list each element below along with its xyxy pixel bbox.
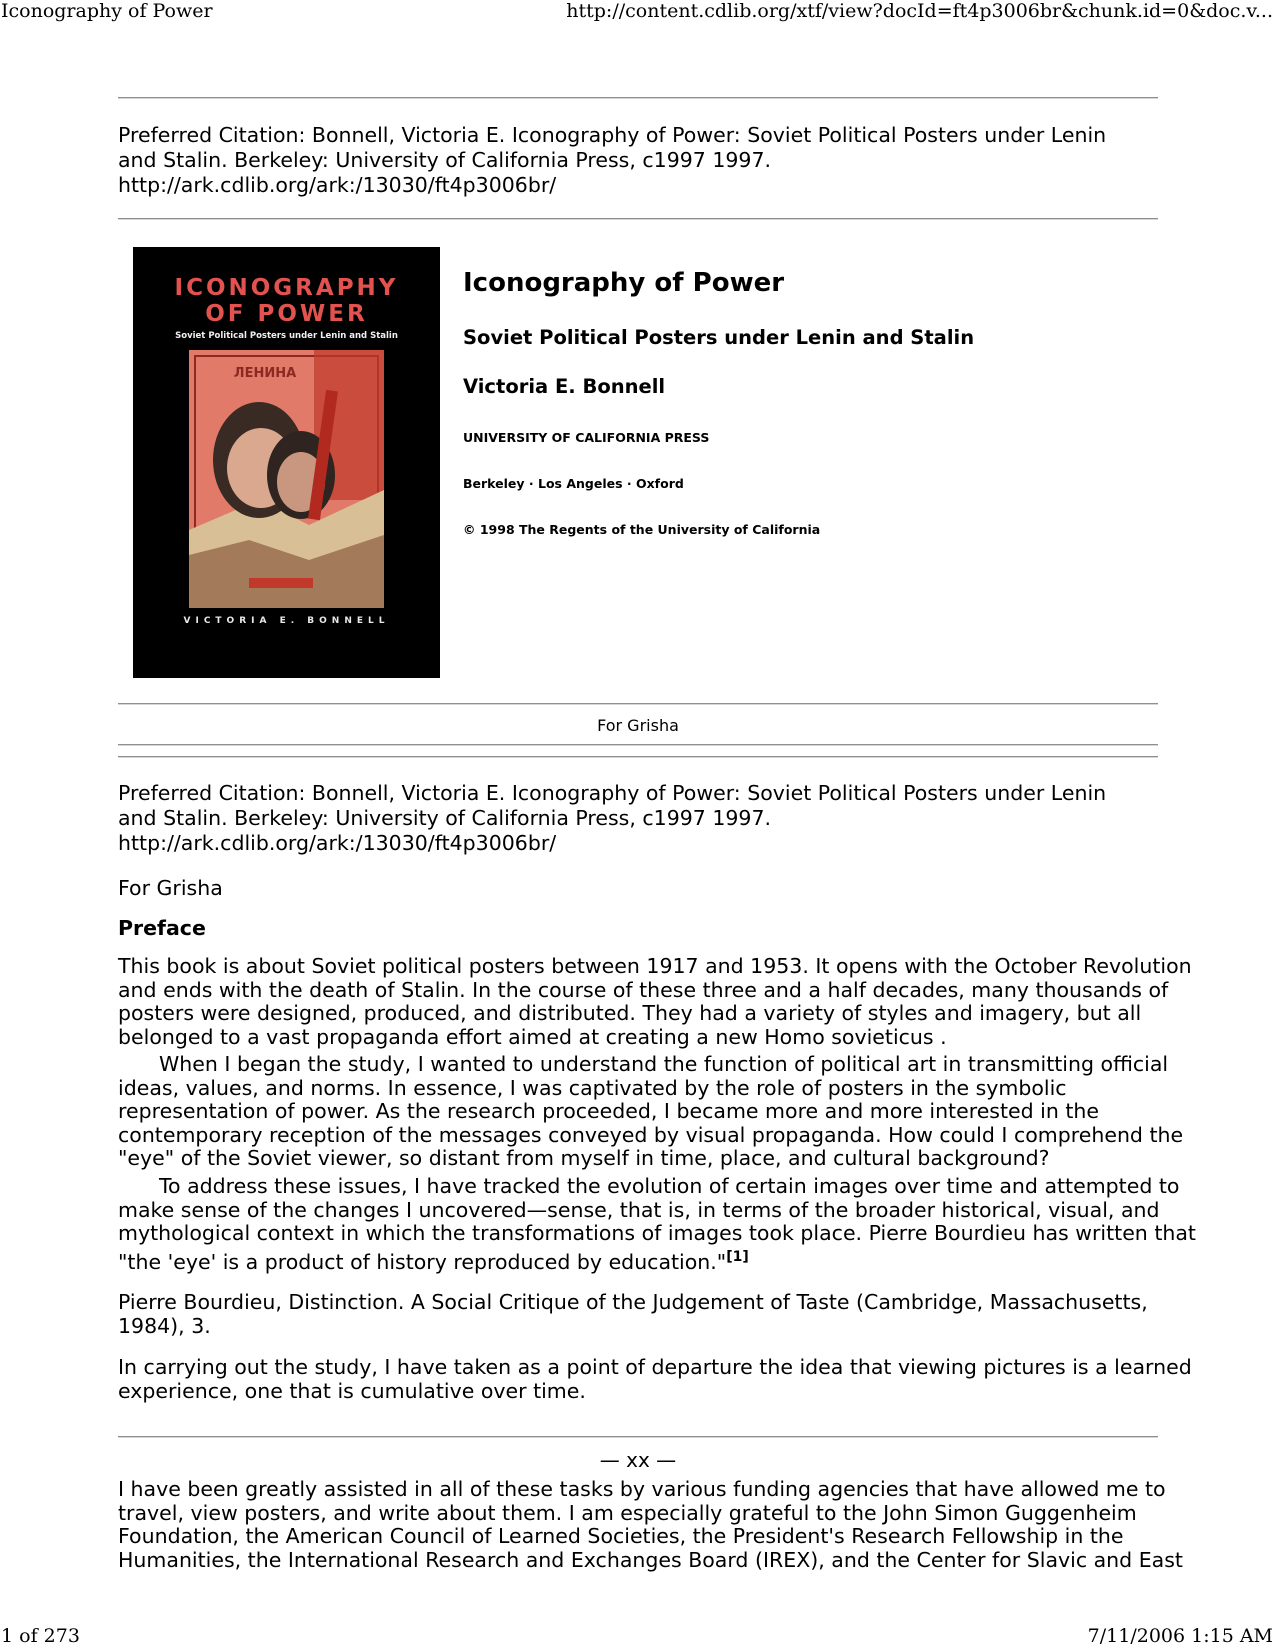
dedication: For Grisha: [118, 876, 223, 900]
citation-line: Preferred Citation: Bonnell, Victoria E. Iconography of Power: Soviet Political Posters under Lenin: [118, 123, 1107, 147]
text-line: experience, one that is cumulative over time.: [118, 1378, 586, 1403]
text-line: make sense of the changes I uncovered—sense, that is, in terms of the broader historical, visual, and: [118, 1197, 1160, 1222]
preface-heading: Preface: [118, 916, 206, 940]
text-line: travel, view posters, and write about them. I am especially grateful to the John Simon Guggenheim: [118, 1500, 1137, 1525]
preface-paragraph: [118, 1174, 1196, 1274]
book-author: Victoria E. Bonnell: [463, 375, 666, 398]
text-line: I have been greatly assisted in all of these tasks by various funding agencies that have allowed me to: [118, 1477, 1166, 1501]
page-marker: — xx —: [599, 1448, 677, 1472]
book-title: Iconography of Power: [463, 268, 785, 298]
footnote-link[interactable]: [1]: [726, 1248, 749, 1265]
citation-link[interactable]: http://ark.cdlib.org/ark:/13030/ft4p3006br/: [118, 831, 557, 855]
divider: [118, 1436, 1158, 1438]
cover-poster-art: [189, 350, 384, 608]
citation-line: and Stalin. Berkeley: University of California Press, c1997 1997.: [118, 148, 772, 172]
text-line: representation of power. As the research proceeded, I became more and more interested in the: [118, 1099, 1100, 1123]
citation-link[interactable]: http://ark.cdlib.org/ark:/13030/ft4p3006br/: [118, 173, 557, 197]
divider: [118, 97, 1158, 99]
preface-paragraph: [118, 954, 1192, 1049]
text-line: Pierre Bourdieu, Distinction. A Social Critique of the Judgement of Taste (Cambridge, Massachusetts,: [118, 1290, 1148, 1314]
preferred-citation: [118, 123, 1168, 198]
cover-title-line: ICONOGRAPHY: [174, 275, 399, 301]
cover-subtitle: Soviet Political Posters under Lenin and Stalin: [175, 331, 398, 341]
text-line: posters were designed, produced, and distributed. They had a variety of styles and imagery, but all: [118, 1001, 1142, 1025]
publisher-places: Berkeley · Los Angeles · Oxford: [463, 476, 684, 491]
text-line: 1984), 3.: [118, 1313, 211, 1338]
footnote: [118, 1291, 1168, 1338]
divider: [118, 744, 1158, 746]
publisher: UNIVERSITY OF CALIFORNIA PRESS: [463, 430, 710, 445]
text-line: Foundation, the American Council of Learned Societies, the President's Research Fellowship in the: [118, 1524, 1124, 1548]
page-count: 1 of 273: [1, 1625, 80, 1647]
text-line: contemporary reception of the messages conveyed by visual propaganda. How could I comprehend the: [118, 1122, 1184, 1147]
print-datetime: 7/11/2006 1:15 AM: [1087, 1625, 1273, 1647]
citation-line: and Stalin. Berkeley: University of California Press, c1997 1997.: [118, 806, 772, 830]
preface-paragraph: [118, 1355, 1192, 1403]
poster-text: ЛЕНИНА: [233, 366, 297, 381]
text-line: When I began the study, I wanted to understand the function of political art in transmitting official: [159, 1052, 1169, 1076]
citation-line: Preferred Citation: Bonnell, Victoria E. Iconography of Power: Soviet Political Posters under Lenin: [118, 781, 1107, 805]
text-line: In carrying out the study, I have taken as a point of departure the idea that viewing pictures is a learned: [118, 1355, 1192, 1379]
print-header-url[interactable]: http://content.cdlib.org/xtf/view?docId=ft4p3006br&chunk.id=0&doc.v...: [566, 0, 1273, 22]
book-subtitle: Soviet Political Posters under Lenin and Stalin: [463, 326, 975, 349]
preferred-citation: [118, 781, 1168, 856]
text-line: This book is about Soviet political posters between 1917 and 1953. It opens with the October Revolution: [118, 954, 1192, 978]
preface-paragraph: [118, 1052, 1184, 1171]
divider: [118, 756, 1158, 758]
text-line: belonged to a vast propaganda effort aimed at creating a new Homo sovieticus .: [118, 1024, 947, 1049]
divider: [118, 703, 1158, 705]
text-line: "eye" of the Soviet viewer, so distant from myself in time, place, and cultural background?: [118, 1146, 1050, 1170]
cover-author: VICTORIA E. BONNELL: [183, 616, 390, 626]
preface-paragraph: [118, 1477, 1183, 1572]
text-line: and ends with the death of Stalin. In the course of these three and a half decades, many thousands of: [118, 977, 1169, 1002]
divider: [118, 218, 1158, 220]
poster-illustration: [189, 350, 384, 608]
copyright-notice: © 1998 The Regents of the University of California: [463, 522, 821, 537]
text-line: ideas, values, and norms. In essence, I was captivated by the role of posters in the symbolic: [118, 1075, 1067, 1100]
cover-title-line: OF POWER: [205, 301, 368, 327]
book-cover-image: [133, 247, 440, 678]
text-line: "the 'eye' is a product of history reproduced by education.": [118, 1249, 727, 1274]
dedication-centered: For Grisha: [597, 716, 679, 735]
text-line: mythological context in which the transformations of images took place. Pierre Bourdieu has written that: [118, 1221, 1196, 1245]
text-line: To address these issues, I have tracked the evolution of certain images over time and attempted to: [159, 1174, 1180, 1198]
print-header-title: Iconography of Power: [1, 0, 213, 22]
text-line: Humanities, the International Research and Exchanges Board (IREX), and the Center for Slavic and East: [118, 1547, 1183, 1572]
